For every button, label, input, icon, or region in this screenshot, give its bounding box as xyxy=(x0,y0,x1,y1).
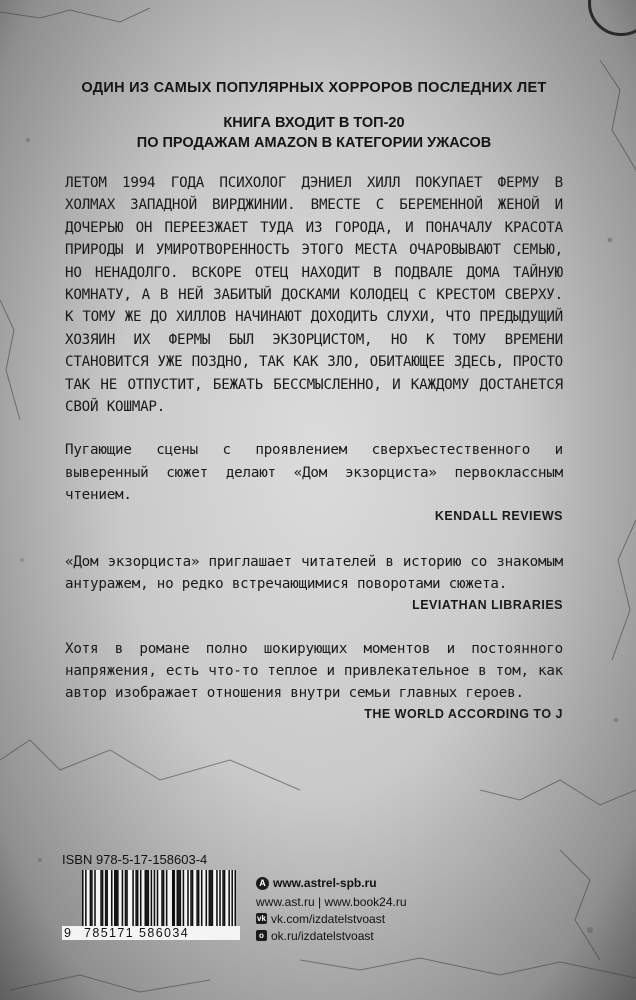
astrel-logo-icon: A xyxy=(256,877,269,890)
review-2 xyxy=(65,551,563,612)
sites-link[interactable] xyxy=(256,893,456,910)
publisher-links xyxy=(256,873,456,944)
tagline: ОДИН ИЗ САМЫХ ПОПУЛЯРНЫХ ХОРРОРОВ ПОСЛЕДНИХ ЛЕТ xyxy=(81,80,547,96)
synopsis: ЛЕТОМ 1994 ГОДА ПСИХОЛОГ ДЭНИЕЛ ХИЛЛ ПОКУПАЕТ ФЕРМУ В ХОЛМАХ ЗАПАДНОЙ ВИРДЖИНИИ. ВМЕСТЕ С БЕРЕМЕННОЙ ЖЕНОЙ И ДОЧЕРЬЮ ОН ПЕРЕЕЗЖАЕТ ТУДА ИЗ ГОРОДА, И ПОНАЧАЛУ КРАСОТА ПРИРОДЫ И УМИРОТВОРЕННОСТЬ ЭТОГО МЕСТА ОЧАРОВЫВАЮТ СЕМЬЮ, НО НЕНАДОЛГО. ВСКОРЕ ОТЕЦ НАХОДИТ В ПОДВАЛЕ ДОМА ТАЙНУЮ КОМНАТУ, А В НЕЙ ЗАБИТЫЙ ДОСКАМИ КОЛОДЕЦ С КРЕСТОМ СВЕРХУ. К ТОМУ ЖЕ ДО ХИЛЛОВ НАЧИНАЮТ ДОХОДИТЬ СЛУХИ, ЧТО ПРЕДЫДУЩИЙ ХОЗЯИН ИХ ФЕРМЫ БЫЛ ЭКЗОРЦИСТОМ, НО К ТОМУ ВРЕМЕНИ СТАНОВИТСЯ УЖЕ ПОЗДНО, ТАК КАК ЗЛО, ОБИТАЮЩЕЕ ЗДЕСЬ, ПРОСТО ТАК НЕ ОТПУСТИТ, БЕЖАТЬ БЕССМЫСЛЕННО, И КАЖДОМУ ДОСТАНЕТСЯ СВОЙ КОШМАР. xyxy=(65,175,563,416)
review-1 xyxy=(65,439,563,522)
headline xyxy=(65,113,563,153)
barcode-lead-digit: 9 xyxy=(64,926,73,940)
vk-link-text: vk.com/izdatelstvoast xyxy=(271,911,386,926)
headline-line-1: КНИГА ВХОДИТ В ТОП-20 xyxy=(223,115,405,131)
barcode-number: 785171 586034 xyxy=(84,926,190,940)
vk-icon: vk xyxy=(257,914,266,923)
astrel-link[interactable] xyxy=(256,873,456,893)
ok-icon: o xyxy=(256,930,267,941)
review-3 xyxy=(65,638,563,721)
cover-text-block xyxy=(65,80,563,721)
review-source: KENDALL REVIEWS xyxy=(434,508,563,523)
review-text: «Дом экзорциста» приглашает читателей в историю со знакомым антуражем, но редко встречающимися поворотами сюжета. xyxy=(65,553,563,593)
ok-link-text: ok.ru/izdatelstvoast xyxy=(271,928,374,943)
vk-link[interactable] xyxy=(256,910,456,927)
barcode-digits xyxy=(62,926,240,940)
astrel-link-text: www.astrel-spb.ru xyxy=(273,876,377,890)
review-text: Пугающие сцены с проявлением сверхъестественного и выверенный сюжет делают «Дом экзорциста» первоклассным чтением. xyxy=(65,442,563,504)
ok-link[interactable] xyxy=(256,927,456,944)
review-source: LEVIATHAN LIBRARIES xyxy=(412,597,563,612)
isbn: ISBN 978-5-17-158603-4 xyxy=(62,852,208,867)
headline-line-2: ПО ПРОДАЖАМ AMAZON В КАТЕГОРИИ УЖАСОВ xyxy=(136,135,492,151)
review-source: THE WORLD ACCORDING TO J xyxy=(364,706,563,721)
sites-link-text: www.ast.ru | www.book24.ru xyxy=(256,894,407,909)
review-text: Хотя в романе полно шокирующих моментов и постоянного напряжения, есть что-то теплое и привлекательное в том, как автор изображает отношения внутри семьи главных героев. xyxy=(65,640,563,702)
